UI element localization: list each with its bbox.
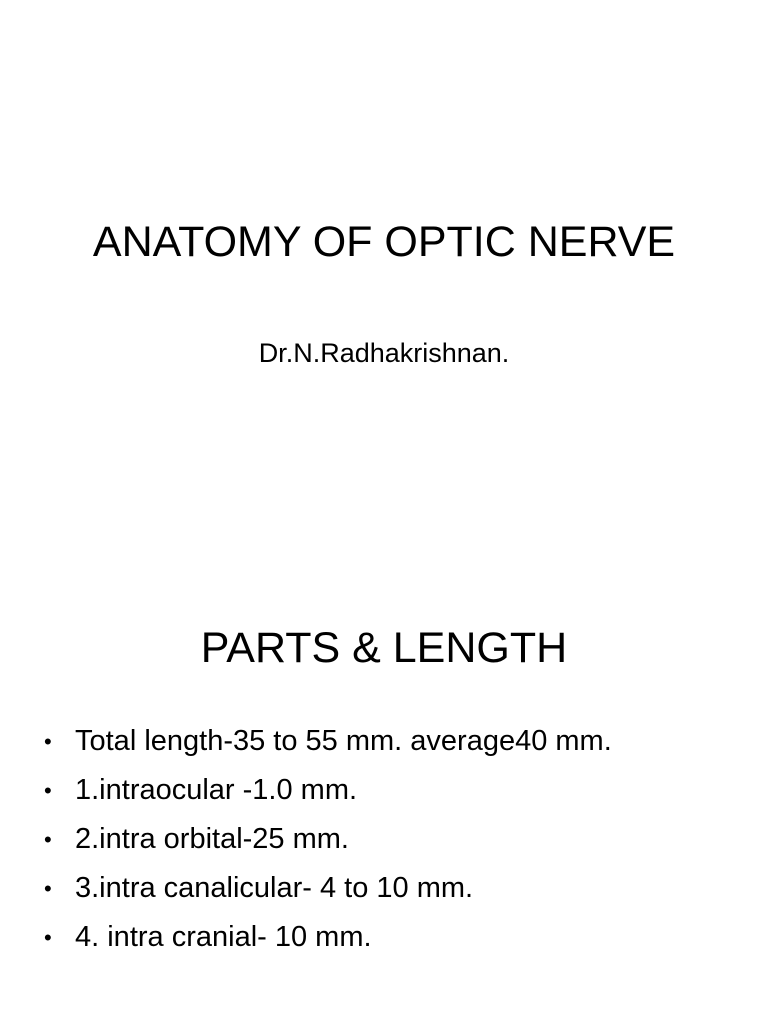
- parts-length-slide: [0, 512, 768, 1024]
- slide-title: ANATOMY OF OPTIC NERVE: [92, 218, 676, 266]
- list-item: [44, 815, 612, 864]
- bullet-text: Total length-35 to 55 mm. average40 mm.: [75, 725, 612, 757]
- list-item: [44, 766, 612, 815]
- bullet-text: 2.intra orbital-25 mm.: [75, 823, 349, 855]
- bullet-text: 3.intra canalicular- 4 to 10 mm.: [75, 872, 474, 904]
- list-item: [44, 864, 612, 913]
- bullet-list: [44, 717, 612, 962]
- author-name: Dr.N.Radhakrishnan.: [258, 338, 510, 368]
- list-item: [44, 913, 612, 962]
- bullet-dot-icon: •: [44, 827, 52, 852]
- bullet-dot-icon: •: [44, 925, 52, 950]
- bullet-text: 4. intra cranial- 10 mm.: [75, 921, 372, 953]
- slide-title: PARTS & LENGTH: [200, 624, 568, 672]
- bullet-text: 1.intraocular -1.0 mm.: [75, 774, 358, 806]
- bullet-dot-icon: •: [44, 778, 52, 803]
- bullet-dot-icon: •: [44, 876, 52, 901]
- list-item: [44, 717, 612, 766]
- bullet-dot-icon: •: [44, 729, 52, 754]
